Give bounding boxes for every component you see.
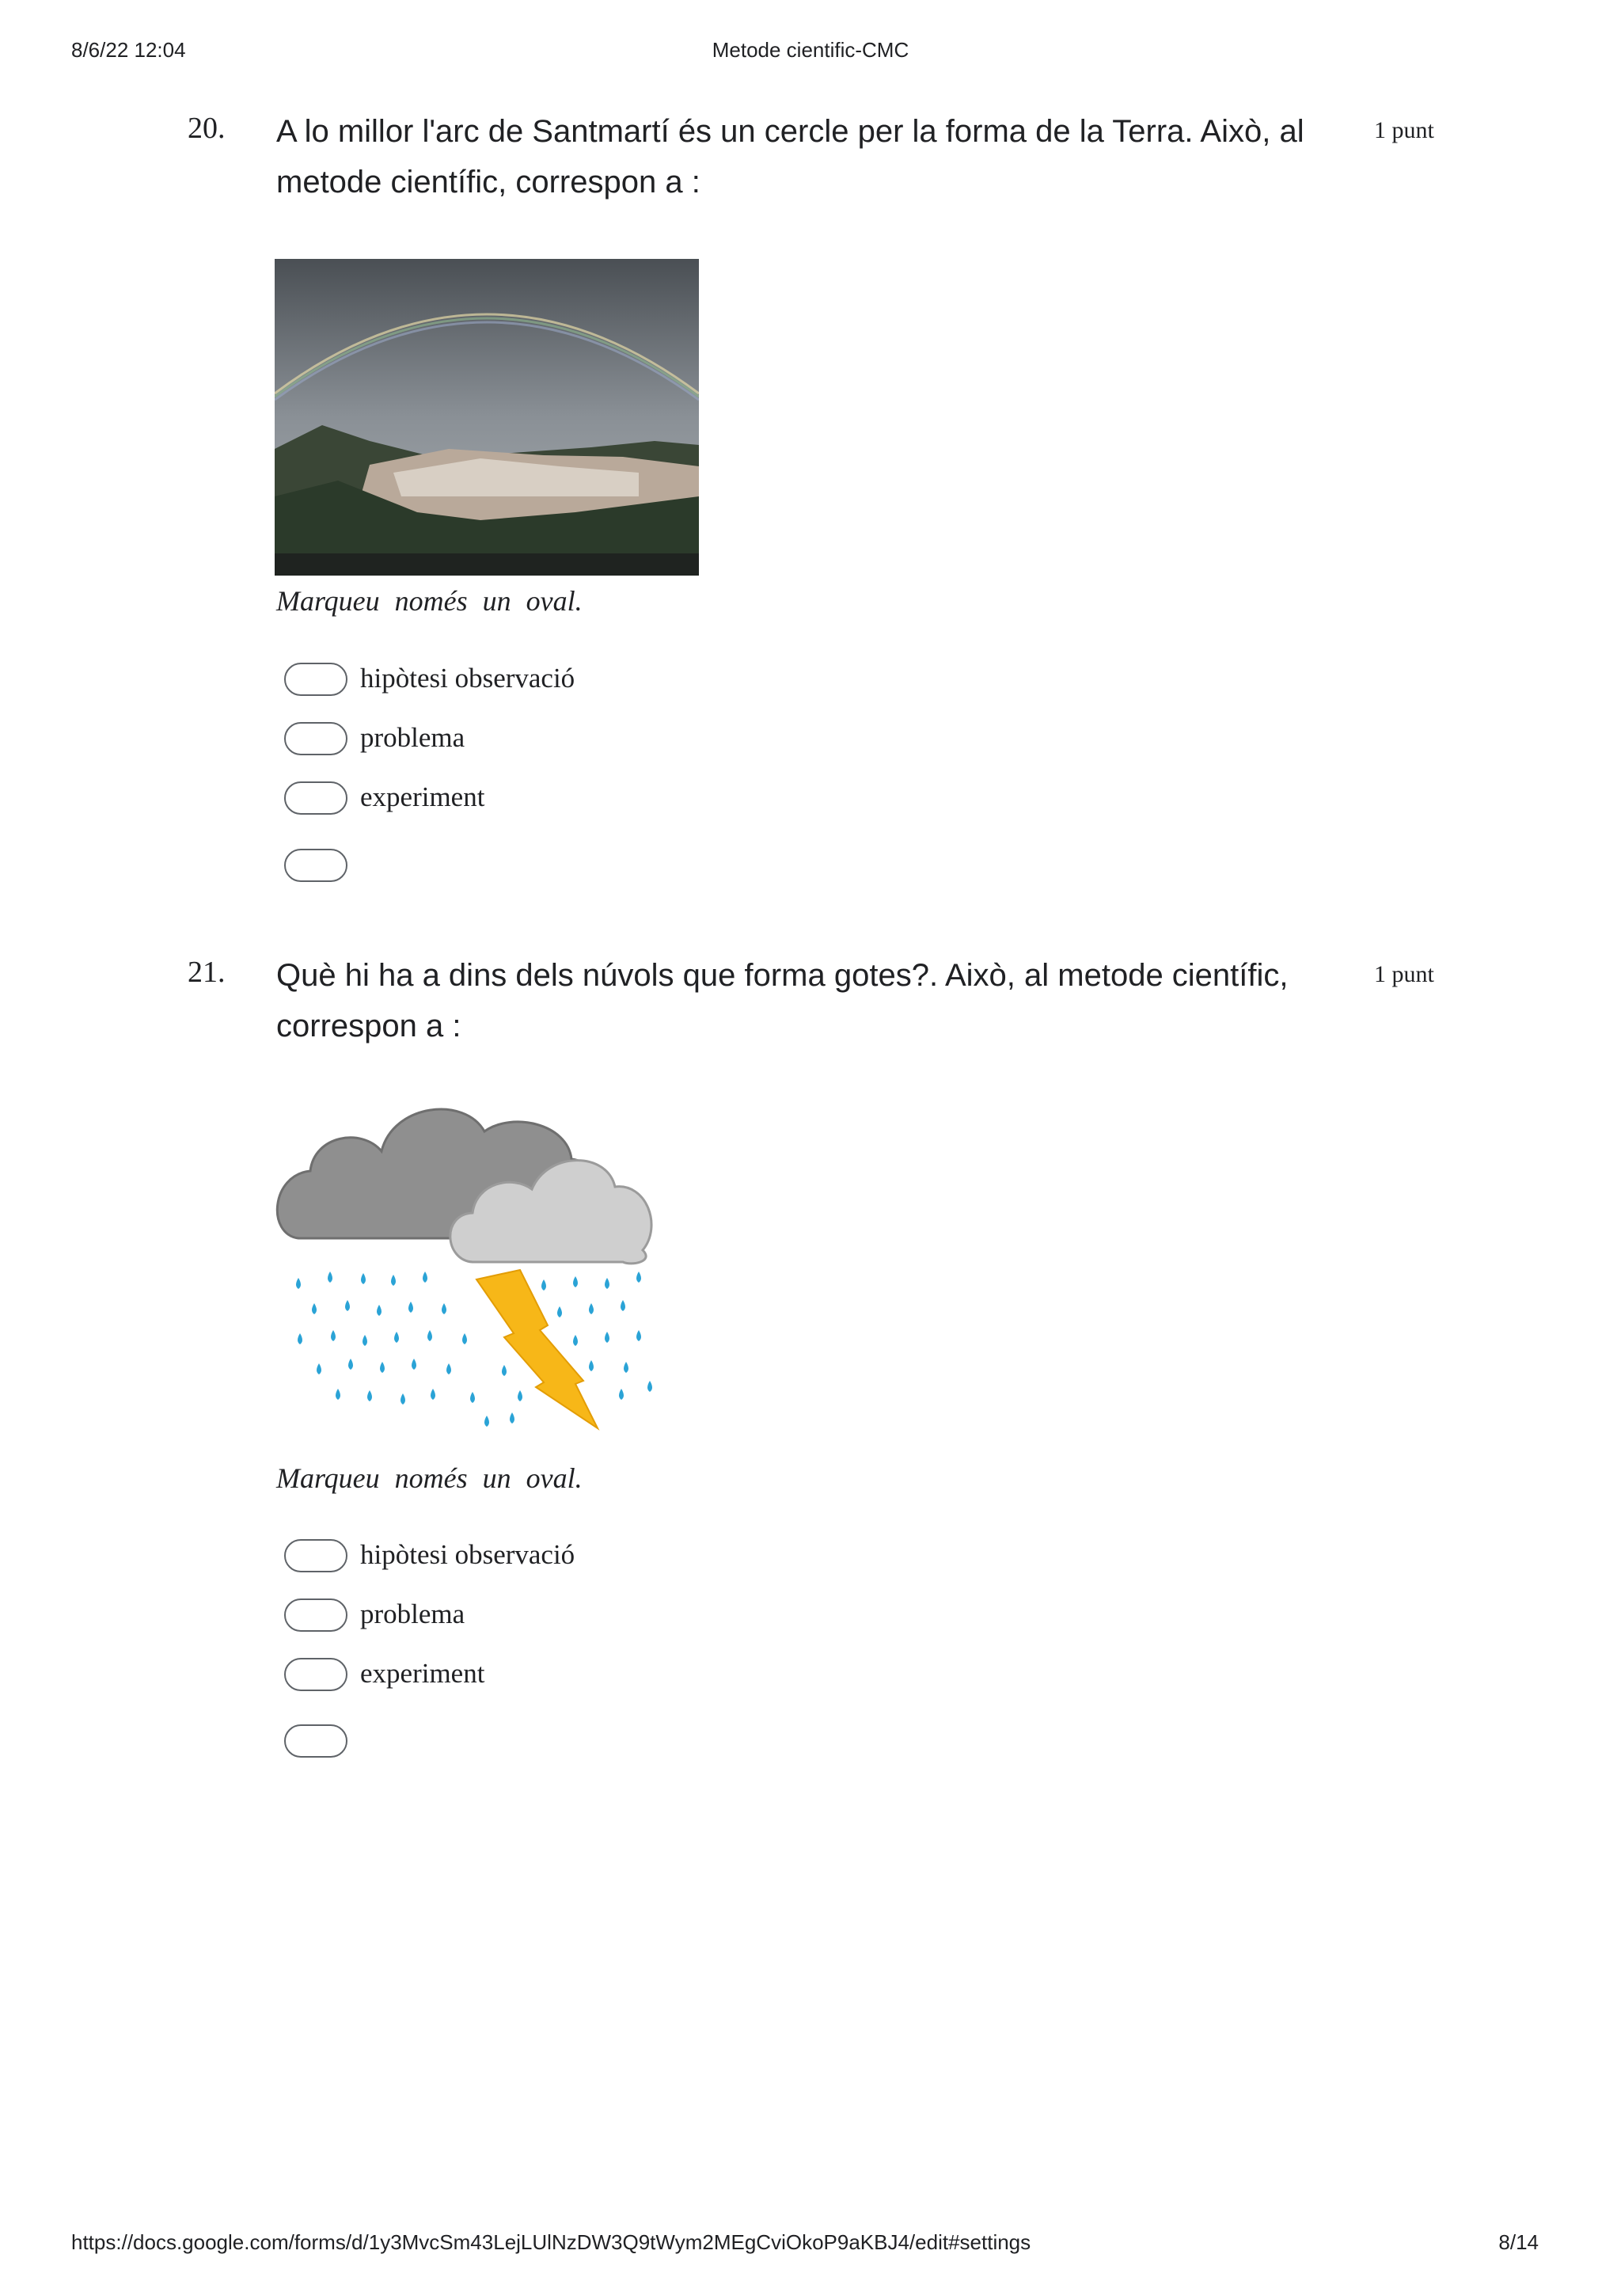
option-experiment[interactable] <box>284 781 917 819</box>
radio-oval[interactable] <box>284 722 347 755</box>
rainbow-photo <box>275 259 699 576</box>
option-hipotesi-observacio[interactable] <box>284 663 917 701</box>
header-title: Metode cientific-CMC <box>712 38 909 62</box>
radio-oval[interactable] <box>284 1658 347 1691</box>
option-blank[interactable] <box>284 849 917 887</box>
question-points: 1 punt <box>1374 117 1434 143</box>
option-label: hipòtesi observació <box>360 663 575 694</box>
option-hipotesi-observacio[interactable] <box>284 1539 917 1577</box>
option-label: experiment <box>360 781 485 812</box>
option-problema[interactable] <box>284 722 917 760</box>
instruction-hint: Marqueu només un oval. <box>276 585 583 617</box>
question-points: 1 punt <box>1374 961 1434 987</box>
radio-oval[interactable] <box>284 1724 347 1758</box>
instruction-hint: Marqueu només un oval. <box>276 1462 583 1494</box>
option-blank[interactable] <box>284 1724 917 1762</box>
option-label: problema <box>360 722 465 753</box>
radio-oval[interactable] <box>284 1598 347 1632</box>
option-problema[interactable] <box>284 1598 917 1636</box>
question-text: Què hi ha a dins dels núvols que forma gotes?. Això, al metode científic, correspon a : <box>276 958 1289 1043</box>
option-label: hipòtesi observació <box>360 1539 575 1570</box>
radio-oval[interactable] <box>284 849 347 882</box>
option-experiment[interactable] <box>284 1658 917 1696</box>
radio-oval[interactable] <box>284 781 347 815</box>
radio-oval[interactable] <box>284 663 347 696</box>
footer-page-number: 8/14 <box>1498 2230 1539 2254</box>
question-number: 20. <box>188 112 226 145</box>
option-label: problema <box>360 1598 465 1629</box>
footer-url: https://docs.google.com/forms/d/1y3MvcSm43LejLUlNzDW3Q9tWym2MEgCviOkoP9aKBJ4/edit#settings <box>71 2230 1031 2254</box>
header-date: 8/6/22 12:04 <box>71 38 186 62</box>
question-number: 21. <box>188 956 226 989</box>
storm-cloud-illustration <box>275 1096 689 1457</box>
question-text: A lo millor l'arc de Santmartí és un cercle per la forma de la Terra. Això, al metode científic, correspon a : <box>276 114 1304 200</box>
radio-oval[interactable] <box>284 1539 347 1572</box>
option-label: experiment <box>360 1658 485 1689</box>
